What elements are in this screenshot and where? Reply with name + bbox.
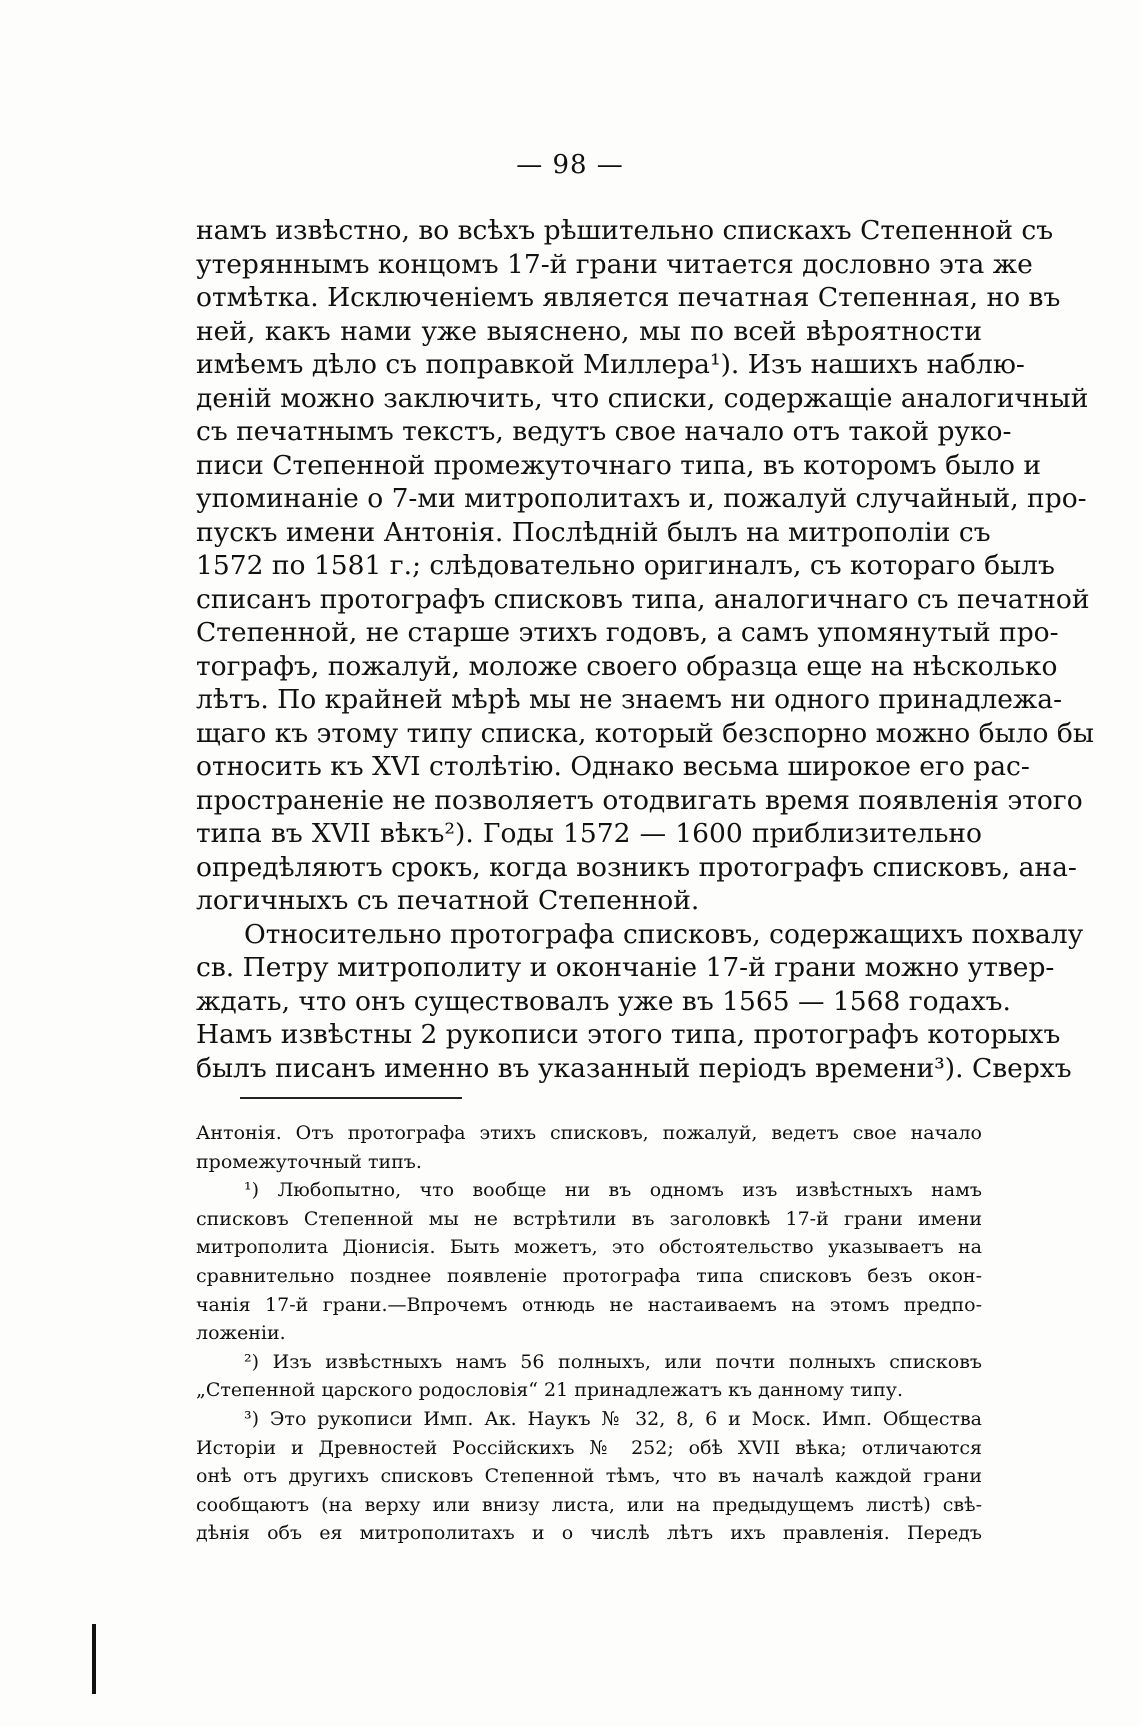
footnote-line: ²) Изъ извѣстныхъ намъ 56 полныхъ, или почти полныхъ списковъ [244, 1350, 982, 1373]
text-line: лѣтъ. По крайней мѣрѣ мы не знаемъ ни одного принадлежа- [196, 684, 1063, 715]
text-line: отмѣтка. Исключеніемъ является печатная Степенная, но въ [196, 282, 1061, 313]
text-line: 1572 по 1581 г.; слѣдовательно оригиналъ, съ котораго былъ [196, 550, 1055, 581]
footnote-line: митрополита Діонисія. Быть можетъ, это обстоятельство указываетъ на [196, 1236, 982, 1259]
footnote-line: ложеніи. [196, 1322, 286, 1345]
text-line: относить къ XVI столѣтію. Однако весьма широкое его рас- [196, 751, 1030, 782]
text-line: намъ извѣстно, во всѣхъ рѣшительно спискахъ Степенной съ [196, 215, 1054, 246]
text-line: типа въ XVII вѣкъ²). Годы 1572 — 1600 приблизительно [196, 818, 982, 849]
text-line: съ печатнымъ текстъ, ведутъ свое начало отъ такой руко- [196, 416, 1012, 447]
text-line: утеряннымъ концомъ 17-й грани читается дословно эта же [196, 248, 1033, 280]
footnote-line: „Степенной царского родословія“ 21 принадлежатъ къ данному типу. [196, 1379, 904, 1402]
footnotes [196, 1119, 982, 1548]
text-line: пускъ имени Антонія. Послѣдній былъ на митрополіи съ [196, 516, 991, 548]
text-line: тографъ, пожалуй, моложе своего образца еще на нѣсколько [196, 650, 1058, 682]
text-line: опредѣляютъ срокъ, когда возникъ протографъ списковъ, ана- [196, 851, 1077, 883]
footnote-line: Исторіи и Древностей Россійскихъ № 252; обѣ XVII вѣка; отличаются [196, 1436, 982, 1459]
main-text [196, 214, 1094, 1085]
text-line: щаго къ этому типу списка, который безспорно можно было бы [196, 717, 1094, 749]
footnote-line: дѣнія объ ея митрополитахъ и о числѣ лѣтъ ихъ правленія. Передъ [196, 1522, 982, 1545]
text-line: писи Степенной промежуточнаго типа, въ которомъ было и [196, 449, 1041, 481]
text-line: пространеніе не позволяетъ отодвигать время появленія этого [196, 784, 1083, 816]
page-number: — 98 — [516, 150, 624, 180]
text-line: былъ писанъ именно въ указанный періодъ времени³). Сверхъ [196, 1052, 1072, 1084]
footnote-line: чанія 17-й грани.—Впрочемъ отнюдь не настаиваемъ на этомъ предпо- [196, 1293, 982, 1316]
footnote-line: ³) Это рукописи Имп. Ак. Наукъ № 32, 8, 6 и Моск. Имп. Общества [244, 1407, 982, 1430]
text-line: ней, какъ нами уже выяснено, мы по всей вѣроятности [196, 315, 982, 347]
text-line: списанъ протографъ списковъ типа, аналогичнаго съ печатной [196, 583, 1090, 615]
footnote-separator [240, 1097, 462, 1099]
text-line: св. Петру митрополиту и окончаніе 17-й грани можно утвер- [196, 952, 1055, 983]
text-line: деній можно заключить, что списки, содержащіе аналогичный [196, 382, 1089, 414]
text-line: Степенной, не старше этихъ годовъ, а самъ упомянутый про- [196, 617, 1059, 648]
footnote-line: промежуточный типъ. [196, 1150, 422, 1173]
footnote-line: сообщаютъ (на верху или внизу листа, или на предыдущемъ листѣ) свѣ- [196, 1493, 982, 1516]
footnote-line: списковъ Степенной мы не встрѣтили въ заголовкѣ 17-й грани имени [196, 1207, 982, 1230]
footnote-line: Антонія. Отъ протографа этихъ списковъ, пожалуй, ведетъ свое начало [196, 1122, 982, 1144]
text-line: Намъ извѣстны 2 рукописи этого типа, протографъ которыхъ [196, 1019, 1061, 1050]
text-line: ждать, что онъ существовалъ уже въ 1565 — 1568 годахъ. [196, 985, 1011, 1017]
margin-mark [92, 1624, 96, 1694]
footnote-line: сравнительно позднее появленіе протографа типа списковъ безъ окон- [196, 1264, 982, 1287]
text-line: упоминаніе о 7-ми митрополитахъ и, пожалуй случайный, про- [196, 483, 1087, 514]
text-line: логичныхъ съ печатной Степенной. [196, 885, 700, 916]
footnote-line: онѣ отъ другихъ списковъ Степенной тѣмъ, что въ началѣ каждой грани [196, 1465, 982, 1488]
footnote-line: ¹) Любопытно, что вообще ни въ одномъ изъ извѣстныхъ намъ [244, 1179, 982, 1202]
text-line: имѣемъ дѣло съ поправкой Миллера¹). Изъ нашихъ наблю- [196, 349, 1025, 380]
text-line: Относительно протографа списковъ, содержащихъ похвалу [244, 918, 1084, 950]
